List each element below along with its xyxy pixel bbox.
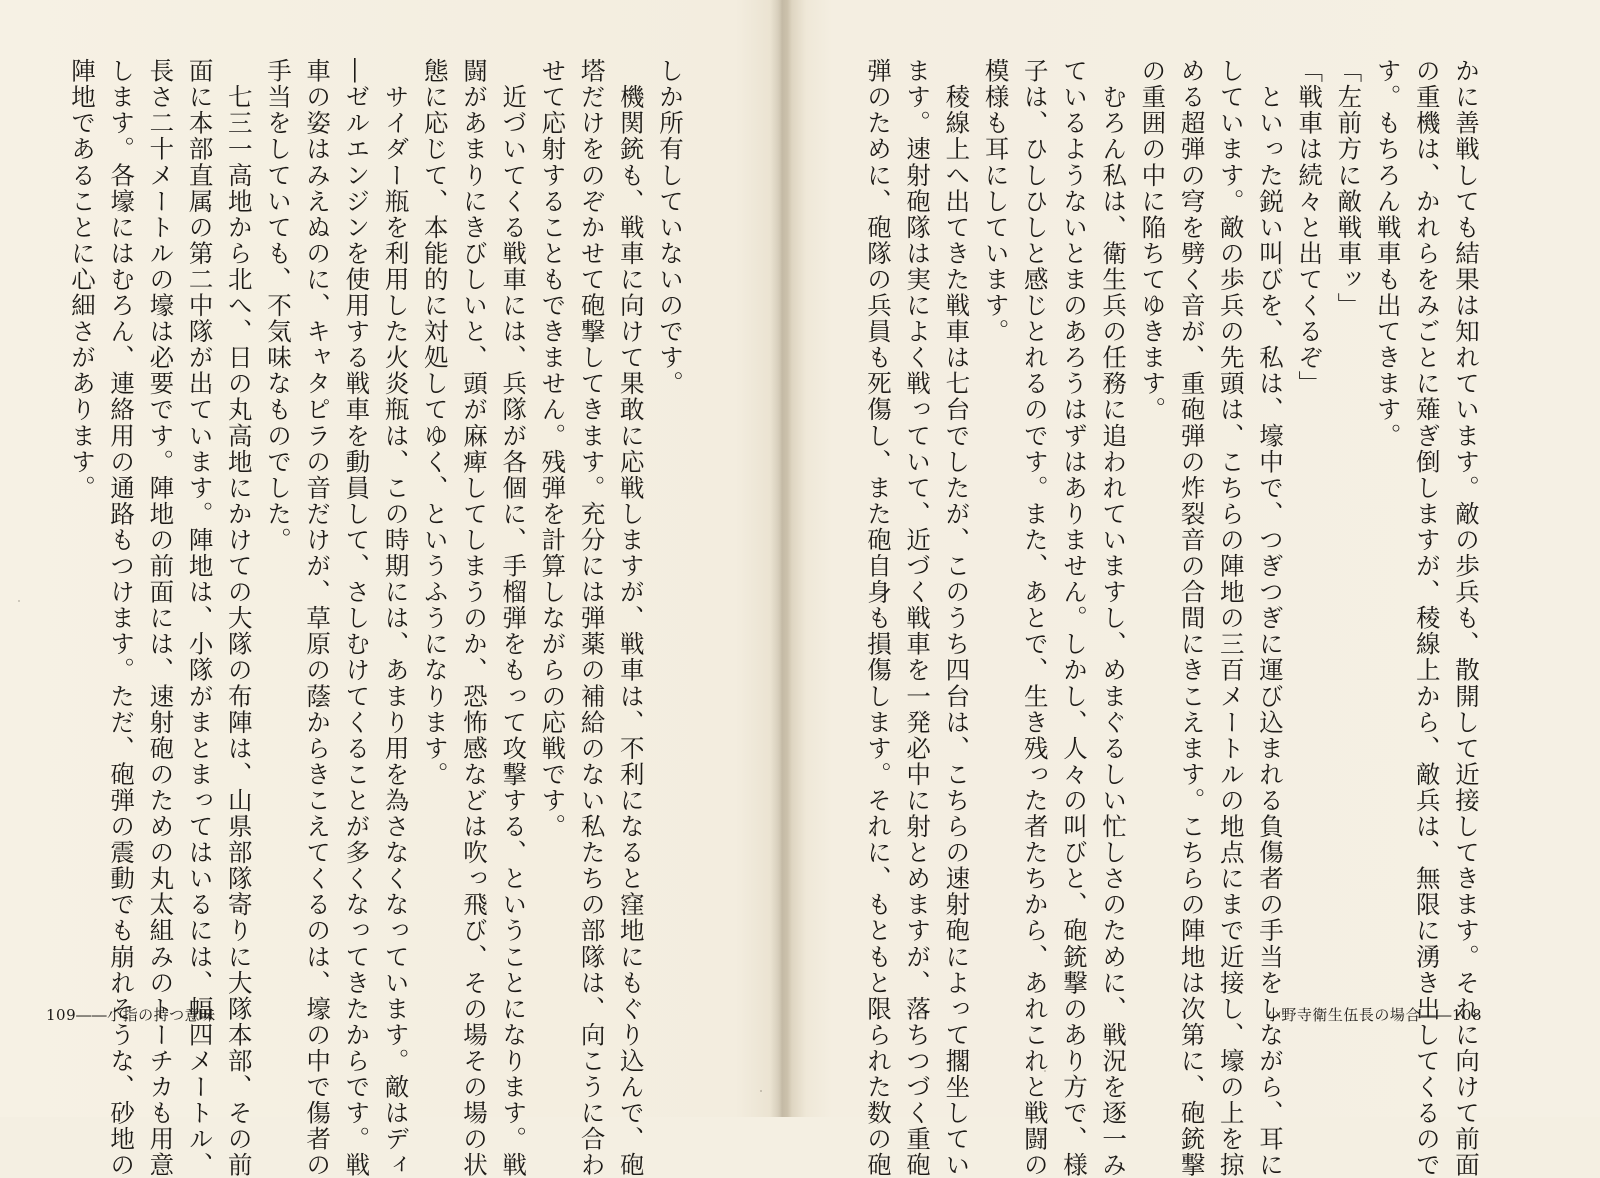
paper-speck (18, 600, 20, 602)
gutter-fold (770, 0, 792, 1117)
paper-speck (1044, 1070, 1046, 1072)
page-108 (858, 58, 1486, 1178)
page-109-running-footer: 109――小指の持つ意味 (46, 1006, 216, 1024)
page-109-body-text: しか所有していないのです。 機関銃も、戦車に向けて果敢に応戦しますが、戦車は、不利になると窪地にもぐり込んで、砲 塔だけをのぞかせて砲撃してきます。充分には弾薬の補給のない私たちの部隊は、向こうに合わ せて応射することもできません。残弾を計算しながらの応戦です。 近づいてくる戦車には、兵隊が各個に、手榴弾をもって攻撃する、ということになります。戦 闘があまりにきびしいと、頭が麻痺してしまうのか、恐怖感などは吹っ飛び、その場その場の状 態に応じて、本能的に対処してゆく、というふうになります。 サイダー瓶を利用した火炎瓶は、この時期には、あまり用を為さなくなっています。敵はディ ―ゼルエンジンを使用する戦車を動員して、さしむけてくることが多くなってきたからです。戦 車の姿はみえぬのに、キャタピラの音だけが、草原の蔭からきこえてくるのは、壕の中で傷者の 手当をしていても、不気味なものでした。 七三一高地から北へ、日の丸高地にかけての大隊の布陣は、山県部隊寄りに大隊本部、その前 面に本部直属の第二中隊が出ています。陣地は、小隊がまとまってはいるには、幅四メートル、 長さ二十メートルの壕は必要です。陣地の前面には、速射砲のための丸太組みのトーチカも用意 します。各壕にはむろん、連絡用の通路もつけます。ただ、砲弾の震動でも崩れそうな、砂地の 陣地であることに心細さがあります。 (67, 58, 685, 1178)
paper-speck (760, 1090, 762, 1092)
page-108-body-text: かに善戦しても結果は知れています。敵の歩兵も、散開して近接してきます。それに向けて前面 の重機は、かれらをみごとに薙ぎ倒しますが、稜線上から、敵兵は、無限に湧き出してくるので す。もちろん戦車も出てきます。 「左前方に敵戦車ッ」 「戦車は続々と出てくるぞ」 といった鋭い叫びを、私は、壕中で、つぎつぎに運び込まれる負傷者の手当をしながら、耳に しています。敵の歩兵の先頭は、こちらの陣地の三百メートルの地点にまで近接し、壕の上を掠 める超弾の穹を劈く音が、重砲弾の炸裂音の合間にきこえます。こちらの陣地は次第に、砲銃撃 の重囲の中に陥ちてゆきます。 むろん私は、衛生兵の任務に追われていますし、めまぐるしい忙しさのために、戦況を逐一み ているようないとまのあろうはずはありません。しかし、人々の叫びと、砲銃撃のあり方で、様 子は、ひしひしと感じとれるのです。また、あとで、生き残った者たちから、あれこれと戦闘の 模様も耳にしています。 稜線上へ出てきた戦車は七台でしたが、このうち四台は、こちらの速射砲によって擱坐してい ます。速射砲隊は実によく戦っていて、近づく戦車を一発必中に射とめますが、落ちつづく重砲 弾のために、砲隊の兵員も死傷し、また砲自身も損傷します。それに、もともと限られた数の砲 (863, 58, 1481, 1178)
page-109 (36, 58, 690, 1178)
page-108-running-footer: 小野寺衛生伍長の場合――108 (1265, 1006, 1482, 1024)
